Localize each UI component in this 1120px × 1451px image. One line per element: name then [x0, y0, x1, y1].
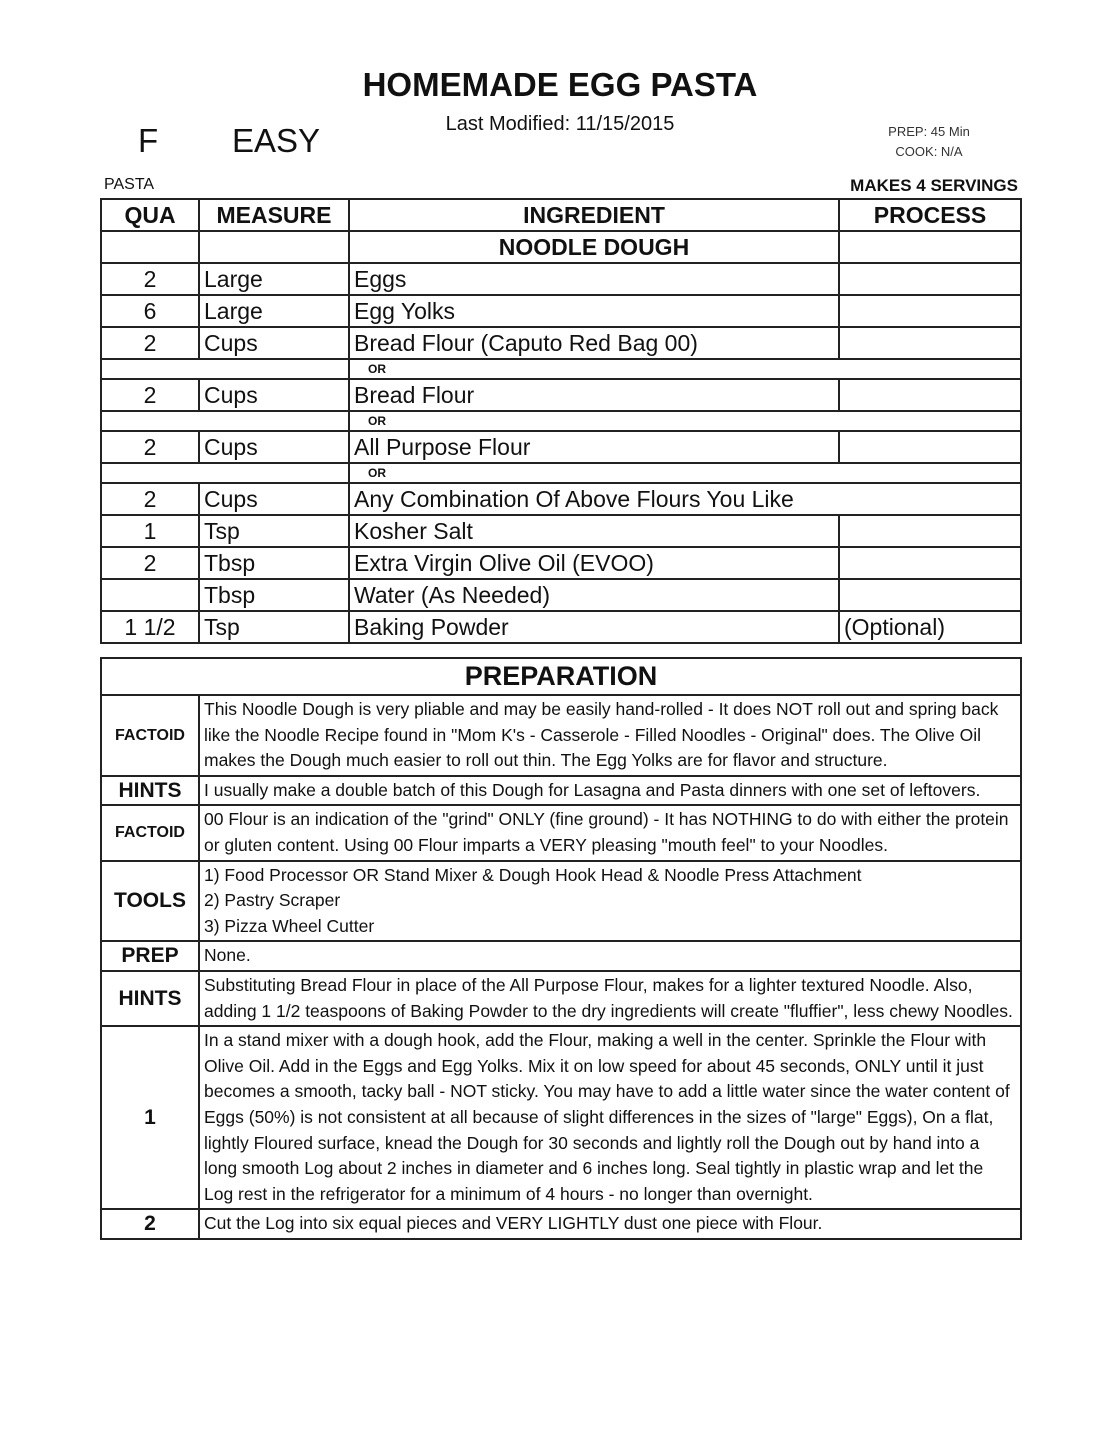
last-modified: Last Modified: 11/15/2015 [445, 113, 675, 135]
ingredient-measure: Tbsp [199, 547, 349, 579]
col-header-measure: MEASURE [199, 199, 349, 231]
ingredient-row [101, 263, 1021, 295]
ingredient-process [839, 295, 1021, 327]
ingredient-name: Bread Flour (Caputo Red Bag 00) [349, 327, 839, 359]
ingredients-header-row [101, 199, 1021, 231]
ingredient-name: Egg Yolks [349, 295, 839, 327]
ingredient-measure: Tsp [199, 611, 349, 643]
or-label: OR [349, 359, 1021, 379]
recipe-title: HOMEMADE EGG PASTA [362, 66, 758, 103]
ingredient-qty: 1 1/2 [101, 611, 199, 643]
preparation-text: I usually make a double batch of this Dough for Lasagna and Pasta dinners with one set of leftovers. [199, 776, 1021, 806]
grade-letter: F [138, 122, 159, 159]
ingredient-name: All Purpose Flour [349, 431, 839, 463]
ingredient-name: Any Combination Of Above Flours You Like [349, 483, 839, 515]
ingredient-qty: 2 [101, 483, 199, 515]
preparation-label: PREP [101, 941, 199, 971]
preparation-label: HINTS [101, 776, 199, 806]
col-header-ingredient: INGREDIENT [349, 199, 839, 231]
or-label: OR [349, 411, 1021, 431]
or-separator-row [101, 359, 1021, 379]
ingredient-measure: Cups [199, 379, 349, 411]
preparation-row [101, 695, 1021, 776]
ingredient-process [839, 515, 1021, 547]
ingredient-qty [101, 579, 199, 611]
preparation-text: Substituting Bread Flour in place of the All Purpose Flour, makes for a lighter textured Noodle. Also, adding 1 1/2 teaspoons of Baking Powder to the dry ingredients will create "fluffier", less chewy Noodles. [199, 971, 1021, 1026]
ingredient-name: Baking Powder [349, 611, 839, 643]
section-title: NOODLE DOUGH [349, 231, 839, 263]
ingredient-measure: Large [199, 263, 349, 295]
time-info [870, 122, 988, 162]
preparation-text: This Noodle Dough is very pliable and may be easily hand-rolled - It does NOT roll out and spring back like the Noodle Recipe found in "Mom K's - Casserole - Filled Noodles - Original" does. The Olive Oil makes the Dough much easier to roll out thin. The Egg Yolks are for flavor and structure. [199, 695, 1021, 776]
preparation-text: In a stand mixer with a dough hook, add the Flour, making a well in the center. Sprinkle the Flour with Olive Oil. Add in the Eggs and Egg Yolks. Mix it on low speed for about 45 seconds, ONLY until it just becomes a smooth, tacky ball - NOT sticky. You may have to add a little water since the water content of Eggs (50%) is not consistent at all because of slight differences in the sizes of "large" Eggs), On a flat, lightly Floured surface, knead the Dough for 30 seconds and lightly roll the Dough out by hand into a long smooth Log about 2 inches in diameter and 6 inches long. Seal tightly in plastic wrap and let the Log rest in the refrigerator for a minimum of 4 hours - no longer than overnight. [199, 1026, 1021, 1209]
preparation-row [101, 805, 1021, 860]
ingredient-row [101, 483, 1021, 515]
ingredient-measure: Large [199, 295, 349, 327]
preparation-label: FACTOID [101, 805, 199, 860]
preparation-label: 2 [101, 1209, 199, 1239]
ingredient-process [839, 379, 1021, 411]
ingredient-qty: 2 [101, 547, 199, 579]
ingredient-name: Kosher Salt [349, 515, 839, 547]
ingredient-name: Bread Flour [349, 379, 839, 411]
ingredient-measure: Tsp [199, 515, 349, 547]
preparation-label: HINTS [101, 971, 199, 1026]
ingredient-process [839, 547, 1021, 579]
tool-item: 3) Pizza Wheel Cutter [204, 915, 375, 936]
or-separator-row [101, 411, 1021, 431]
ingredient-name: Extra Virgin Olive Oil (EVOO) [349, 547, 839, 579]
ingredient-measure: Cups [199, 327, 349, 359]
ingredient-row [101, 547, 1021, 579]
preparation-label: FACTOID [101, 695, 199, 776]
ingredient-measure: Cups [199, 431, 349, 463]
ingredient-name: Eggs [349, 263, 839, 295]
col-header-qty: QUA [101, 199, 199, 231]
ingredient-row [101, 611, 1021, 643]
preparation-row [101, 776, 1021, 806]
col-header-process: PROCESS [839, 199, 1021, 231]
section-row [101, 231, 1021, 263]
prep-time: PREP: 45 Min [888, 124, 970, 139]
tool-item: 1) Food Processor OR Stand Mixer & Dough Hook Head & Noodle Press Attachment [204, 864, 862, 885]
ingredient-process [839, 483, 1021, 515]
preparation-heading: PREPARATION [101, 658, 1021, 695]
ingredient-process [839, 263, 1021, 295]
ingredient-qty: 1 [101, 515, 199, 547]
ingredient-qty: 2 [101, 431, 199, 463]
preparation-row [101, 971, 1021, 1026]
difficulty-label: EASY [232, 122, 321, 159]
ingredients-table [100, 198, 1022, 644]
ingredient-row [101, 515, 1021, 547]
tool-item: 2) Pastry Scraper [204, 890, 341, 911]
preparation-row [101, 1026, 1021, 1209]
ingredient-qty: 2 [101, 379, 199, 411]
ingredient-process [839, 579, 1021, 611]
recipe-category: PASTA [104, 176, 155, 193]
ingredient-name: Water (As Needed) [349, 579, 839, 611]
preparation-header-row [101, 658, 1021, 695]
ingredient-row [101, 327, 1021, 359]
ingredient-process [839, 431, 1021, 463]
ingredient-measure: Cups [199, 483, 349, 515]
preparation-row [101, 941, 1021, 971]
preparation-row [101, 1209, 1021, 1239]
preparation-text: None. [199, 941, 1021, 971]
ingredient-qty: 2 [101, 263, 199, 295]
ingredient-process: (Optional) [839, 611, 1021, 643]
or-label: OR [349, 463, 1021, 483]
preparation-table [100, 657, 1022, 1240]
preparation-row [101, 861, 1021, 942]
ingredient-qty: 2 [101, 327, 199, 359]
cook-time: COOK: N/A [895, 144, 963, 159]
ingredient-row [101, 379, 1021, 411]
or-separator-row [101, 463, 1021, 483]
ingredient-row [101, 579, 1021, 611]
preparation-text: 00 Flour is an indication of the "grind" ONLY (fine ground) - It has NOTHING to do with either the protein or gluten content. Using 00 Flour imparts a VERY pleasing "mouth feel" to your Noodles. [199, 805, 1021, 860]
preparation-label: TOOLS [101, 861, 199, 942]
servings: MAKES 4 SERVINGS [850, 176, 1018, 195]
ingredient-row [101, 431, 1021, 463]
ingredient-process [839, 327, 1021, 359]
ingredient-measure: Tbsp [199, 579, 349, 611]
preparation-text: Cut the Log into six equal pieces and VERY LIGHTLY dust one piece with Flour. [199, 1209, 1021, 1239]
preparation-text [199, 861, 1021, 942]
preparation-label: 1 [101, 1026, 199, 1209]
ingredient-row [101, 295, 1021, 327]
ingredient-qty: 6 [101, 295, 199, 327]
